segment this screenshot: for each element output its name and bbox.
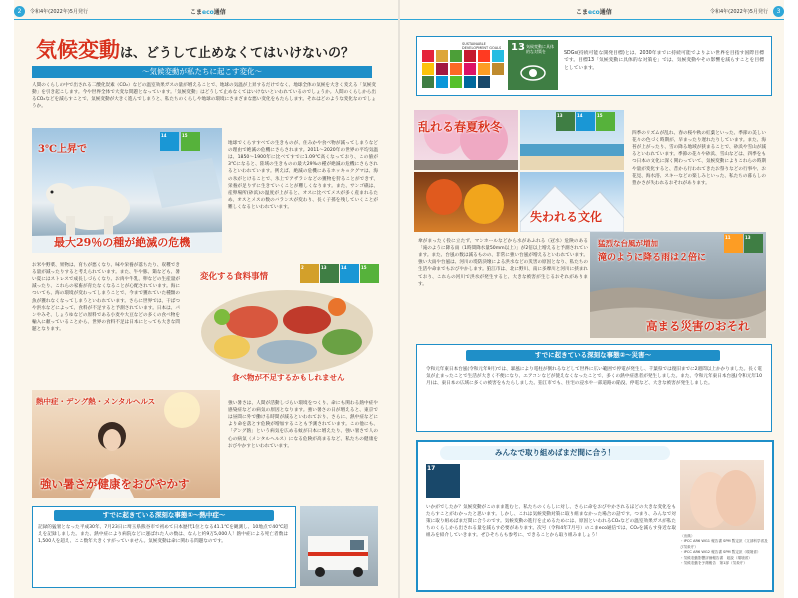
page-number: 2 xyxy=(14,6,25,17)
disaster-box-title: すでに起きている深刻な事態②～災害～ xyxy=(466,350,720,361)
left-page xyxy=(14,0,398,598)
sdg-goal-tile xyxy=(464,76,476,88)
heatstroke-box-text: 記録的猛暑となった平成30年、7月23日に埼玉県熊谷市で初めて日本歴代1位となる41.1℃を観測し、10地点で40℃超えを記録しました。また、熱中症により病院などに運ばれた人の数は、なんと約9万5,000人！熱中症による死亡者数は1,500人を超え、ここ数年大きくすがっていません。気候変動は命に関わる問題なのです。 xyxy=(38,525,288,545)
eye-globe-icon xyxy=(520,64,546,82)
sdgs-tiles xyxy=(422,40,506,90)
sdg-goal-tile xyxy=(450,50,462,62)
newsletter-logo: こまeco通信 xyxy=(576,9,612,16)
sdg-15-icon: 15 xyxy=(596,112,615,131)
sdg-11-icon: 11 xyxy=(724,234,743,253)
sdgs-label: SUSTAINABLE DEVELOPMENT GOALS xyxy=(462,42,502,50)
section5-caption-mid: 滝のように降る雨は２倍に xyxy=(598,253,707,263)
right-page xyxy=(400,0,784,598)
together-box-title: みんなで取り組めばまだ間に合う！ xyxy=(440,446,670,460)
section5-caption-bottom: 高まる災害のおそれ xyxy=(646,319,750,333)
intro-text: 人間のくらしの中で出される二酸化炭素（CO₂）などの温室効果ガスの量が増えることで、地球の気温が上昇するだけでなく、地球全体の気候を大きく変える「気候変動」を引き起こします。今や世界全体で大変な問題となっています。「気候変動」はどうして止めなくてはいけないといわれているのでしょうか。人間のくらしから出るCO₂などを減らすことで、気候変動が大きく進んでしまうと、私たちのくらしや地球の環境にさまざまな悪い変化をもたらします。それはどのような変化なのでしょうか。 xyxy=(32,83,376,110)
sdg-goal-tile xyxy=(492,63,504,75)
sdg-13-tile: 13 気候変動に具体的な対策を xyxy=(508,40,558,90)
section4-text: 四季のリズムが乱れ、春の桜や秋の紅葉といった、季節の美しい花々の色づく時期が、早まったり遅れたりしています。また、海苔が上がったり、雪の降る地域が狭まることで、砂浜や雪山が減るといわれています。季節の花々や砂浜、雪山などは、四季をもつ日本の文化に深く関わっていて、気候変動によりこれらの時期や量が変化すると、昔から行われてきたお祭りなどの行事や、お花見、海水浴、スキーなどの楽しみといった、私たちの暮らしの豊かさが失われるおそれがあります。 xyxy=(632,131,766,186)
sdg-goal-tile xyxy=(464,50,476,62)
sdg-goal-tile xyxy=(478,63,490,75)
section4-caption-bottom: 失われる文化 xyxy=(530,210,603,224)
sdg-14-icon: 14 xyxy=(340,264,359,283)
sdg-15-icon: 15 xyxy=(360,264,379,283)
sdg-goal-tile xyxy=(422,76,434,88)
sdg-13-title: 気候変動に具体的な対策を xyxy=(526,44,554,55)
sdg-13-icon: 13 xyxy=(744,234,763,253)
section1-caption-top: 3℃上昇で xyxy=(38,144,87,155)
section3-caption-bottom: 強い暑さが健康をおびやかす xyxy=(40,477,190,491)
page-title: 気候変動は、どうして止めなくてはいけないの？ xyxy=(36,37,355,62)
header-rule xyxy=(14,19,398,20)
section5-text: 傘がまったく役に立たず、マンホールなどから水があふれる（冠水）危険のある「滝のように降る雨（1時間降水量50mm以上）」が2倍以上増えると予測されています。また、台風の数は減るものの、非常に強い台風が増えるといわれています。強い大雨や台風は、河川の堤防決壊による洪水などの災害の原因となり、私たちの生活や命までもおびやかします。狛江市は、北に野川、南に多摩川と河川に挟まれており、これらの河川で洪水が発生すると、大きな被害が生じるおそれがあります。 xyxy=(418,239,588,287)
section2-text: お米や野菜、果物は、育ちが悪くなり、味や栄養が落ちたり、収穫できる量が減ったりすると考えられています。また、牛や豚、鶏なども、暑い夏にはストレスで成長しづらくなり、お肉や牛乳、卵などの生産量が減ったり、これらの家畜が育たなくなることが心配されています。海についても、海の環境が変わってしまうことで、今まで獲れていた種類の魚が獲れなくなってしまうといわれています。さらに世界では、干ばつや洪水などによって、食料が不足すると予測されています。日本は、パンやみそ、しょうゆなどの原料である小麦や大豆などの多くの食べ物を輸入に頼っていることから、世界の食料不足は日本にとっても大きな問題となります。 xyxy=(32,263,180,332)
section3-text: 強い暑さは、人間が活動しづらい環境をつくり、命にも関わる熱中症や感染症などの病気の原因となります。強い暑さの日が増えると、東京では昼間に外で働ける時間が減るといわれており、さらに、熱中症などにより命を落とす危険が増加することも予測されています。この他にも、「デング熱」という病気を広める蚊が日本に増えたり、強い暑さで人の心の病気（メンタルヘルス）になる危険が高まるなど、私たちの健康をおびやかすといわれています。 xyxy=(228,401,378,449)
section2-caption-top: 変化する食料事情 xyxy=(200,272,269,282)
issue-date: 令和4年(2022年)5月発行 xyxy=(710,9,768,15)
left-header xyxy=(14,6,398,18)
sdg-13-icon: 13 xyxy=(556,112,575,131)
newsletter-logo: こまeco通信 xyxy=(190,9,226,16)
sdg-goal-tile xyxy=(478,50,490,62)
sdg-goal-tile xyxy=(450,63,462,75)
section1-caption-bottom: 最大29％の種が絶滅の危機 xyxy=(54,236,191,249)
header-rule xyxy=(400,19,784,20)
section4-caption-top: 乱れる春夏秋冬 xyxy=(418,120,503,134)
section5-caption-top: 猛烈な台風が増加 xyxy=(598,239,658,248)
heatstroke-box-title: すでに起きている深刻な事態①～熱中症～ xyxy=(54,510,274,521)
sdg-2-icon: 2 xyxy=(300,264,319,283)
together-box-text: いかがでしたか？気候変動がこのまま進むと、私たちのくらしに対し、さらに命をおびやかされるほどの大きな変化をもたらすことがわかったと思います。しかし、これは気候変動対策に取り組まなかった場合の話です。つまり、みんなで対策に取り組めばまだ間に合うのです。気候変動の進行を止めるためには、原因といわれるCO₂などの温室効果ガスが私たちのくらしから出される量を減らす必要があります。次号（令和4年7月号）のこまeco通信では、CO₂を減らす身近な取組みを紹介していきます。ぜひそちらも参考に、できることから取り組みましょう！ xyxy=(426,505,676,539)
sdg-14-icon: 14 xyxy=(160,132,179,151)
sdg-goal-tile xyxy=(422,50,434,62)
sdg-15-icon: 15 xyxy=(181,132,200,151)
sdg-goal-tile xyxy=(422,63,434,75)
sdg-goal-tile xyxy=(436,63,448,75)
sdgs-banner-text: SDGs(持続可能な開発目標)とは、2030年までに持続可能でよりよい世界を目指す国際目標です。目標13「気候変動に具体的な対策を」では、気候変動やその影響を減らすことを目標としています。 xyxy=(564,51,764,71)
ambulance-photo xyxy=(300,506,378,586)
hands-photo xyxy=(680,460,764,530)
section3-caption-top: 熱中症・デング熱・メンタルヘルス xyxy=(36,397,156,406)
sources-list: 〈出典〉 ・IPCC AR6 WG1 報告書 SPM 暫定訳（文部科学省及び気象庁） ・IPCC AR6 WG2 報告書 SPM 暫定訳（環境省） ・気候変動影響評価報告書 総説（環境省） ・気候変動を予測報告 第1部（気象庁） xyxy=(680,534,768,565)
sdg-17-icon: 17 xyxy=(426,464,460,498)
page-number: 3 xyxy=(773,6,784,17)
sdg-goal-tile xyxy=(492,50,504,62)
section1-text: 地球でくらすすべての生きものが、住みかや食べ物が減ってしまうなどの理由で絶滅の危機にさらされます。2011～2020年の世界の平均気温は、1850～1900年に比べてすでに1.09℃高くなっており、この値が3℃になると、陸域の生きものの最大29%の種が絶滅の危機にさらされるといわれています。例えば、絶滅の危機にあるホッキョクグマは、海の氷がとけることで、氷上でアザラシなどの獲物を狩ることができず、栄養が足りずに生きていくことが難しくなります。また、サンゴ礁は、産卵場所(砂浜)の温度が上がると、オスに比べてメスが多く産まれるため、オスとメスの数のバランスが変わり、長く子孫を残していくことが難しくなるといわれています。 xyxy=(228,141,378,210)
disaster-box-text: 令和元年東日本台風(令和元年9月)では、暴風により電柱が倒れるなどして世界に広い範囲で停電が発生し、千葉県では復旧までに2週間以上かかりました。長く電気が止まったことで生活が大きく不便になり、エアコンなどが使えなくなったことで、多くの熱中症患者が発生しました。また、令和元年東日本台風(令和元年10月)は、東日本の広域に多くの被害をもたらしました。狛江市でも、住宅の浸水や一部道路の陥没、停電など、大きな被害が発生しました。 xyxy=(426,367,762,387)
sdg-13-icon: 13 xyxy=(320,264,339,283)
right-header xyxy=(400,6,784,18)
sdg-goal-tile xyxy=(464,63,476,75)
page-subtitle: ～気候変動が私たちに起こす変化～ xyxy=(32,66,372,78)
sdg-goal-tile xyxy=(478,76,490,88)
section2-caption-bottom: 食べ物が不足するかもしれません xyxy=(232,373,345,382)
sdg-goal-tile xyxy=(436,76,448,88)
sdg-goal-tile xyxy=(436,50,448,62)
autumn-leaves-photo xyxy=(414,172,518,232)
issue-date: 令和4年(2022年)5月発行 xyxy=(30,9,88,15)
sdg-14-icon: 14 xyxy=(576,112,595,131)
sdg-goal-tile xyxy=(450,76,462,88)
